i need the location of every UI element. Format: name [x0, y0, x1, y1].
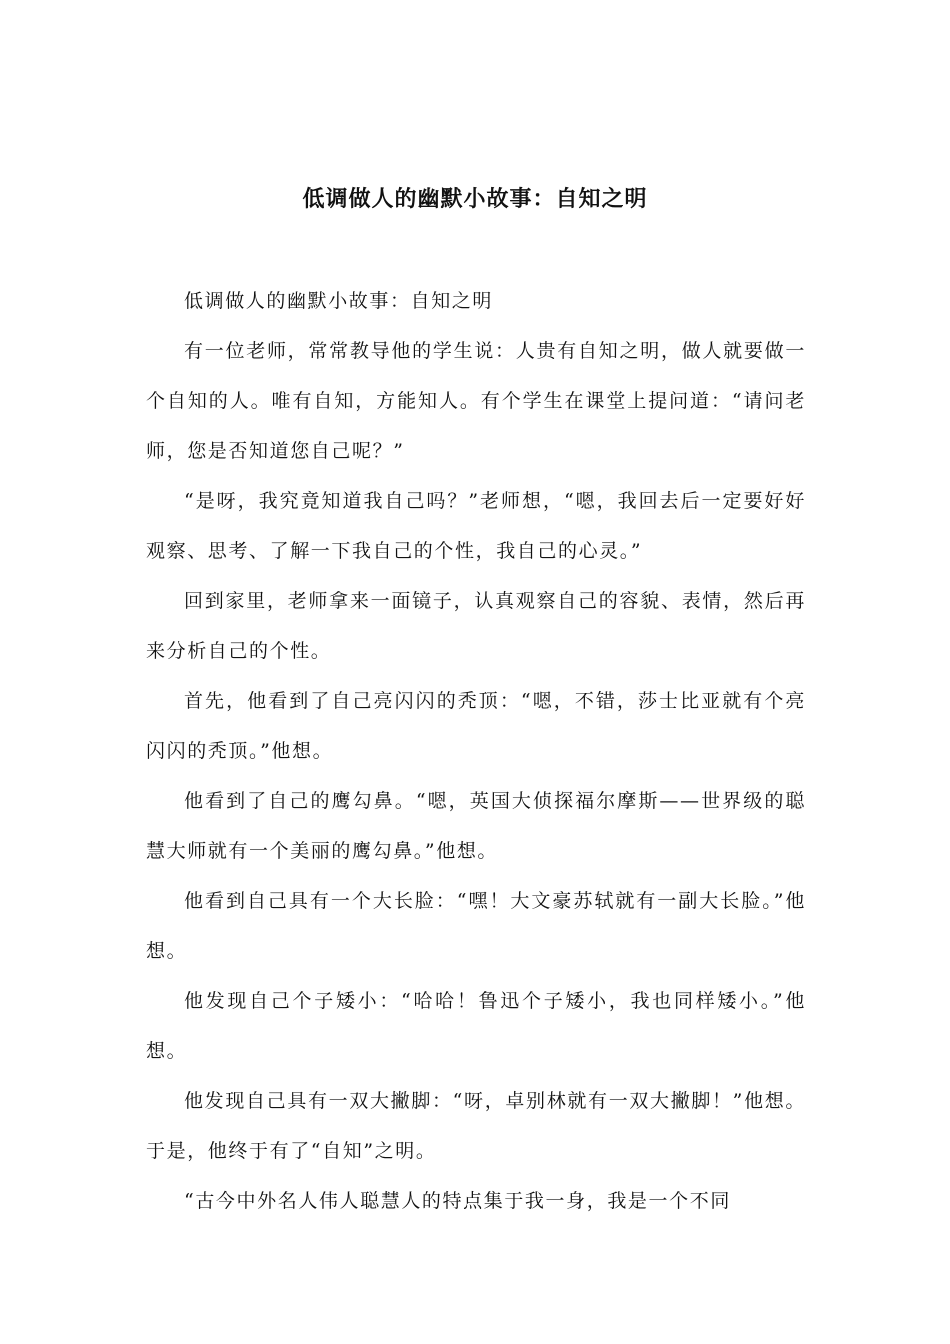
document-title: 低调做人的幽默小故事：自知之明 [302, 187, 648, 212]
paragraph: 他看到自己具有一个大长脸：“嘿！大文豪苏轼就有一副大长脸。”他想。 [146, 890, 806, 962]
paragraph-intro-heading: 低调做人的幽默小故事：自知之明 [184, 290, 494, 312]
paragraph: 他发现自己具有一双大撇脚：“呀，卓别林就有一双大撇脚！”他想。于是，他终于有了“自知”之明。 [146, 1090, 806, 1162]
paragraph: “是呀，我究竟知道我自己吗？”老师想，“嗯，我回去后一定要好好观察、思考、了解一下我自己的个性，我自己的心灵。” [146, 490, 806, 562]
paragraph: 有一位老师，常常教导他的学生说：人贵有自知之明，做人就要做一个自知的人。唯有自知，方能知人。有个学生在课堂上提问道：“请问老师，您是否知道您自己呢？” [146, 340, 806, 462]
document-body [146, 276, 806, 1226]
paragraph: 他看到了自己的鹰勾鼻。“嗯，英国大侦探福尔摩斯——世界级的聪慧大师就有一个美丽的鹰勾鼻。”他想。 [146, 790, 806, 862]
paragraph: 他发现自己个子矮小：“哈哈！鲁迅个子矮小，我也同样矮小。”他想。 [146, 990, 806, 1062]
paragraph: “古今中外名人伟人聪慧人的特点集于我一身，我是一个不同 [184, 1190, 731, 1212]
paragraph: 首先，他看到了自己亮闪闪的秃顶：“嗯，不错，莎士比亚就有个亮闪闪的秃顶。”他想。 [146, 690, 806, 762]
paragraph: 回到家里，老师拿来一面镜子，认真观察自己的容貌、表情，然后再来分析自己的个性。 [146, 590, 806, 662]
